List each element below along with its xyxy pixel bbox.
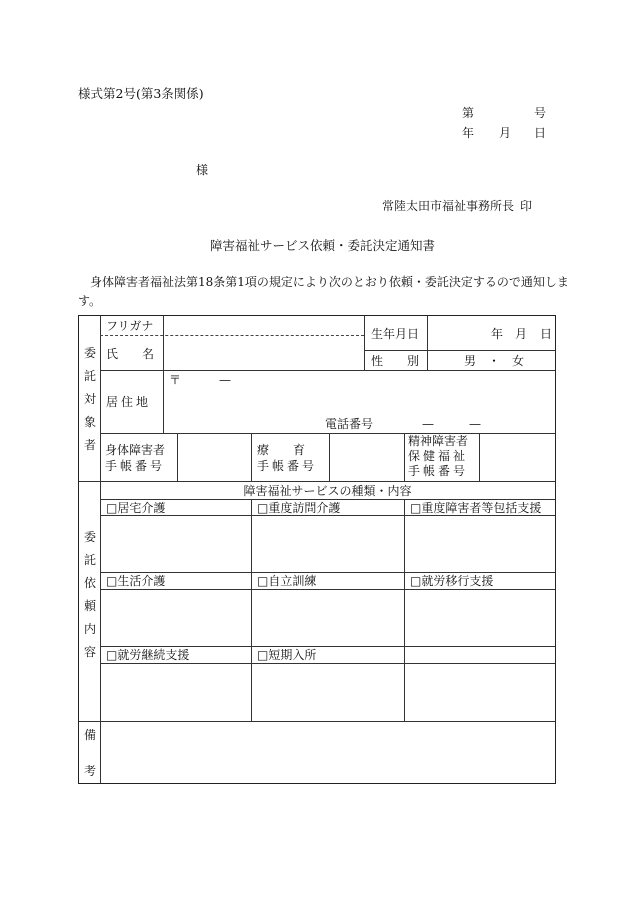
service-type-header: 障害福祉サービスの種類・内容 xyxy=(243,484,412,498)
notice-form-table xyxy=(78,315,556,784)
section2-bottom-line xyxy=(79,721,555,722)
service-detail-field-2[interactable] xyxy=(256,519,400,569)
address-label-divider xyxy=(163,370,164,433)
remarks-label-char-2: 考 xyxy=(84,764,97,778)
service-column-divider-1 xyxy=(251,499,252,721)
name-value-right-border xyxy=(364,316,365,370)
birth-date-label: 生年月日 xyxy=(371,327,420,341)
postal-dash: — xyxy=(219,373,231,387)
ryoiku-label-divider xyxy=(329,433,330,481)
address-field[interactable] xyxy=(171,390,541,410)
service-checkbox-home-care[interactable]: □居宅介護 xyxy=(106,501,166,515)
physical-card-label-divider xyxy=(177,433,178,481)
address-label: 居住地 xyxy=(106,395,152,409)
service-row2-label-line xyxy=(100,589,555,590)
section1-bottom-line xyxy=(79,481,555,482)
phone-dash-1: — xyxy=(422,417,434,431)
service-checkbox-continuous-employment[interactable]: □就労継続支援 xyxy=(106,648,190,662)
service-checkbox-severe-visiting-care[interactable]: □重度訪問介護 xyxy=(257,501,341,515)
date-hi: 日 xyxy=(534,126,547,140)
service-checkbox-independence-training[interactable]: □自立訓練 xyxy=(257,574,317,588)
service-detail-field-6[interactable] xyxy=(409,593,551,643)
name-row-bottom-line xyxy=(100,370,555,371)
mental-card-label-2: 保健福祉 xyxy=(408,449,469,463)
sex-label: 性 別 xyxy=(371,354,420,368)
form-number: 様式第2号(第3条関係) xyxy=(78,86,204,101)
ryoiku-card-number-field[interactable] xyxy=(333,438,399,476)
service-detail-field-7[interactable] xyxy=(105,667,247,717)
name-field[interactable] xyxy=(167,338,359,366)
service-detail-field-1[interactable] xyxy=(105,519,247,569)
request-content-vertical-label: 委 託 依 頼 内 容 xyxy=(83,530,96,659)
birth-month-unit: 月 xyxy=(515,327,528,341)
physical-card-label-2: 手帳番号 xyxy=(105,459,166,473)
ryoiku-card-label-2: 手帳番号 xyxy=(257,459,318,473)
mental-card-number-field[interactable] xyxy=(483,438,551,476)
remarks-field[interactable] xyxy=(107,726,549,778)
issuer-name: 常陸太田市福祉事務所長 xyxy=(382,199,515,213)
service-checkbox-daily-life-care[interactable]: □生活介護 xyxy=(106,574,166,588)
service-detail-field-8[interactable] xyxy=(256,667,400,717)
target-person-vertical-label: 委 託 対 象 者 xyxy=(83,346,96,452)
seal-mark: 印 xyxy=(520,199,533,213)
sex-options[interactable]: 男 ・ 女 xyxy=(464,354,525,368)
mental-left-border xyxy=(404,433,405,481)
ryoiku-card-label-1: 療 育 xyxy=(257,443,306,457)
addressee-sama: 様 xyxy=(196,163,209,177)
birth-sex-divider xyxy=(364,350,555,351)
doc-number-dai: 第 xyxy=(462,106,475,120)
birth-year-unit: 年 xyxy=(491,327,504,341)
service-detail-field-4[interactable] xyxy=(105,593,247,643)
service-checkbox-comprehensive-support[interactable]: □重度障害者等包括支援 xyxy=(410,501,542,515)
date-nen: 年 xyxy=(462,126,475,140)
physical-card-label-1: 身体障害者 xyxy=(105,443,166,457)
address-row-bottom-line xyxy=(100,433,555,434)
document-title: 障害福祉サービス依頼・委託決定通知書 xyxy=(210,238,436,253)
remarks-label-char-1: 備 xyxy=(84,728,97,742)
phone-dash-2: — xyxy=(469,417,481,431)
mental-label-divider xyxy=(479,433,480,481)
body-text-line1: 身体障害者福祉法第18条第1項の規定により次のとおり依頼・委託決定するので通知しま xyxy=(90,275,569,289)
phone-label: 電話番号 xyxy=(325,417,374,431)
postal-mark: 〒 xyxy=(169,373,182,387)
physical-card-number-field[interactable] xyxy=(181,438,247,476)
service-checkbox-short-stay[interactable]: □短期入所 xyxy=(257,648,317,662)
body-text-line2: す。 xyxy=(78,294,102,308)
service-detail-field-5[interactable] xyxy=(256,593,400,643)
ryoiku-left-border xyxy=(251,433,252,481)
name-label: 氏 名 xyxy=(106,347,155,361)
furigana-dashed-line xyxy=(100,335,364,336)
furigana-label: フリガナ xyxy=(106,319,154,333)
mental-card-label-1: 精神障害者 xyxy=(408,434,469,448)
service-column-divider-2 xyxy=(404,499,405,721)
furigana-field[interactable] xyxy=(279,317,359,333)
service-detail-field-3[interactable] xyxy=(409,519,551,569)
doc-number-go: 号 xyxy=(534,106,547,120)
birth-label-divider xyxy=(427,316,428,370)
service-checkbox-employment-transition[interactable]: □就労移行支援 xyxy=(410,574,494,588)
name-label-divider xyxy=(163,316,164,370)
date-tsuki: 月 xyxy=(499,126,512,140)
service-detail-field-9[interactable] xyxy=(409,667,551,717)
mental-card-label-3: 手帳番号 xyxy=(408,464,469,478)
birth-day-unit: 日 xyxy=(540,327,553,341)
service-row3-label-line xyxy=(100,663,555,664)
